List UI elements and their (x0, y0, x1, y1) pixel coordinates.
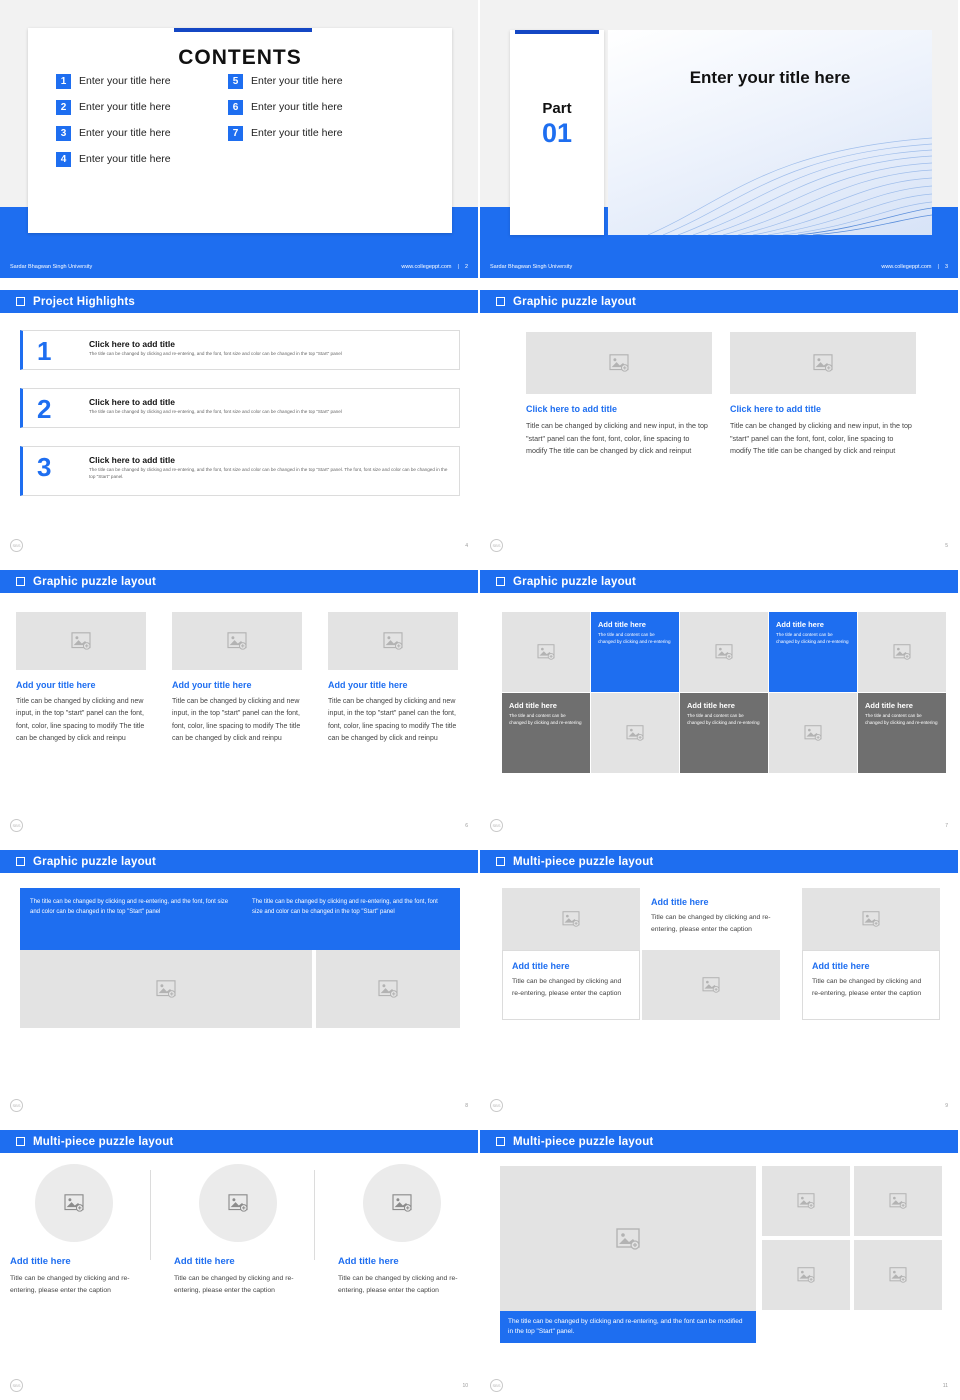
item-label: Enter your title here (251, 127, 343, 139)
divider (314, 1170, 315, 1260)
footer-divider: | (457, 264, 459, 270)
page-number: 9 (945, 1103, 948, 1109)
slide-multi-piece-circles (0, 1120, 480, 1400)
slide-footer (0, 256, 478, 278)
section-title: Enter your title here (689, 68, 851, 87)
image-placeholder[interactable] (802, 888, 940, 950)
slide-header (0, 290, 478, 313)
cell-title: Add title here (776, 620, 824, 629)
header-title: Graphic puzzle layout (513, 295, 637, 308)
image-placeholder[interactable] (762, 1240, 850, 1310)
box-title: Add title here (651, 897, 709, 907)
list-item[interactable] (56, 72, 214, 90)
item-number: 4 (56, 152, 71, 167)
header-title: Multi-piece puzzle layout (513, 855, 654, 868)
block-title: Add your title here (328, 680, 408, 690)
image-placeholder-icon (537, 644, 555, 660)
slide-contents (0, 0, 480, 280)
column-title: Add title here (338, 1256, 399, 1267)
page-number: 5 (945, 543, 948, 549)
contents-title: CONTENTS (178, 46, 302, 69)
block-title: Click here to add title (526, 404, 618, 414)
image-placeholder-icon (893, 644, 911, 660)
panel-text: The title can be changed by clicking and re-entering, and the font, font size and color can be changed in the top "Start" panel (30, 899, 229, 915)
block-title: Add your title here (172, 680, 252, 690)
column-description: Title can be changed by clicking and re-entering, please enter the caption (338, 1275, 458, 1294)
list-item[interactable] (56, 124, 214, 142)
square-bullet-icon (496, 297, 505, 306)
university-logo-icon: SBS (10, 1379, 23, 1392)
footer-divider: | (937, 264, 939, 270)
footer-url: www.collegeppt.com (881, 264, 932, 270)
row-title: Click here to add title (89, 455, 175, 465)
square-bullet-icon (496, 577, 505, 586)
slide-graphic-puzzle-band (0, 840, 480, 1120)
text-box[interactable] (502, 950, 640, 1020)
column-title: Add title here (10, 1256, 71, 1267)
slide-graphic-puzzle-mosaic (480, 560, 960, 840)
header-title: Graphic puzzle layout (33, 855, 157, 868)
row-title: Click here to add title (89, 397, 175, 407)
caption-bar[interactable] (500, 1311, 756, 1343)
row-number: 3 (37, 452, 52, 482)
image-placeholder[interactable] (172, 612, 302, 670)
image-placeholder-icon (616, 1228, 640, 1250)
header-title: Multi-piece puzzle layout (513, 1135, 654, 1148)
list-item[interactable] (228, 124, 386, 142)
row-description: The title can be changed by clicking and re-entering, and the font, font size and color can be changed in the top "Start" panel (89, 409, 342, 414)
row-number: 2 (37, 394, 52, 424)
slide-header (0, 1130, 478, 1153)
image-placeholder[interactable] (502, 612, 590, 692)
part-label: Part (542, 100, 572, 117)
item-label: Enter your title here (251, 101, 343, 113)
header-title: Graphic puzzle layout (513, 575, 637, 588)
slide-header (480, 570, 958, 593)
image-placeholder-icon (71, 632, 91, 650)
text-panel[interactable] (20, 888, 242, 950)
image-placeholder[interactable] (854, 1240, 942, 1310)
square-bullet-icon (16, 1137, 25, 1146)
image-placeholder-icon (702, 977, 720, 993)
footer-right (881, 264, 948, 270)
slide-header (480, 1130, 958, 1153)
accent-bar (174, 28, 312, 32)
page-number: 8 (465, 1103, 468, 1109)
row-description: The title can be changed by clicking and re-entering, and the font, font size and color can be changed in the top "Start" panel (89, 351, 342, 356)
image-placeholder-icon (862, 911, 880, 927)
item-number: 3 (56, 126, 71, 141)
square-bullet-icon (496, 1137, 505, 1146)
cell-title: Add title here (865, 701, 913, 710)
image-placeholder-icon (383, 632, 403, 650)
footer-institution: Sardar Bhagwan Singh University (10, 264, 93, 270)
caption-text: The title can be changed by clicking and re-entering, and the font can be modified in the top "Start" panel. (508, 1318, 743, 1336)
column-description: Title can be changed by clicking and re-entering, please enter the caption (10, 1275, 130, 1294)
page-number: 3 (944, 264, 948, 270)
mosaic-text-cell[interactable] (591, 612, 679, 692)
image-placeholder[interactable] (642, 950, 780, 1020)
image-placeholder[interactable] (858, 612, 946, 692)
footer-url: www.collegeppt.com (401, 264, 452, 270)
section-banner-image (608, 30, 932, 235)
item-label: Enter your title here (251, 75, 343, 87)
image-placeholder[interactable] (502, 888, 640, 950)
image-placeholder-icon (228, 1194, 248, 1212)
cell-description: The title and content can be changed by clicking and re-entering (776, 632, 849, 645)
image-placeholder-icon (392, 1194, 412, 1212)
text-panel[interactable] (242, 888, 460, 950)
slide-header (480, 850, 958, 873)
column-title: Add title here (174, 1256, 235, 1267)
list-item[interactable] (228, 98, 386, 116)
image-placeholder[interactable] (854, 1166, 942, 1236)
slide-graphic-puzzle-two (480, 280, 960, 560)
block-description: Title can be changed by clicking and new input, in the top "start" panel can the font, font, color, line spacing to modify The title can be changed by click and reinpu (328, 698, 457, 742)
image-placeholder[interactable] (680, 612, 768, 692)
mosaic-text-cell[interactable] (680, 693, 768, 773)
box-title: Add title here (512, 961, 570, 971)
panel-text: The title can be changed by clicking and re-entering, and the font, font size and color can be changed in the top "Start" panel (252, 899, 438, 915)
image-placeholder-icon (797, 1193, 815, 1209)
slide-section-divider (480, 0, 960, 280)
item-number: 5 (228, 74, 243, 89)
box-description: Title can be changed by clicking and re-entering, please enter the caption (512, 978, 622, 997)
slide-project-highlights (0, 280, 480, 560)
mosaic-text-cell[interactable] (502, 693, 590, 773)
cell-description: The title and content can be changed by clicking and re-entering (598, 632, 671, 645)
highlight-row[interactable] (20, 330, 460, 370)
slide-graphic-puzzle-three (0, 560, 480, 840)
image-placeholder[interactable] (363, 1164, 441, 1242)
cell-title: Add title here (509, 701, 557, 710)
image-placeholder[interactable] (591, 693, 679, 773)
page-number: 10 (462, 1383, 468, 1389)
image-placeholder[interactable] (316, 950, 460, 1028)
item-label: Enter your title here (79, 127, 171, 139)
footer-right (401, 264, 468, 270)
header-title: Graphic puzzle layout (33, 575, 157, 588)
square-bullet-icon (496, 857, 505, 866)
image-placeholder-icon (227, 632, 247, 650)
item-number: 7 (228, 126, 243, 141)
image-placeholder[interactable] (769, 693, 857, 773)
page-number: 6 (465, 823, 468, 829)
image-placeholder[interactable] (762, 1166, 850, 1236)
image-placeholder-icon (797, 1267, 815, 1283)
slide-multi-piece-gallery (480, 1120, 960, 1400)
image-placeholder[interactable] (328, 612, 458, 670)
image-placeholder[interactable] (730, 332, 916, 394)
page-number: 2 (464, 264, 468, 270)
page-number: 4 (465, 543, 468, 549)
page-number: 11 (942, 1383, 948, 1389)
block-description: Title can be changed by clicking and new input, in the top "start" panel can the font, font, color, line spacing to modify The title can be changed by click and reinpu (16, 698, 145, 742)
slide-footer (480, 256, 958, 278)
section-number-card (510, 30, 604, 235)
image-placeholder-icon (813, 354, 833, 372)
image-placeholder[interactable] (20, 950, 312, 1028)
column-description: Title can be changed by clicking and re-entering, please enter the caption (174, 1275, 294, 1294)
image-placeholder-icon (609, 354, 629, 372)
block-title: Click here to add title (730, 404, 822, 414)
divider (150, 1170, 151, 1260)
image-placeholder-icon (562, 911, 580, 927)
block-description: Title can be changed by clicking and new input, in the top "start" panel can the font, font, color, line spacing to modify The title can be changed by click and reinput (526, 421, 708, 456)
university-logo-icon: SBS (490, 539, 503, 552)
cell-title: Add title here (598, 620, 646, 629)
university-logo-icon: SBS (10, 539, 23, 552)
square-bullet-icon (16, 857, 25, 866)
row-description: The title can be changed by clicking and re-entering, and the font, font size and color can be changed in the top "Start" panel. The font, font size and color can be changed in the top "Start" panel. (89, 467, 448, 479)
highlight-row[interactable] (20, 446, 460, 496)
header-title: Multi-piece puzzle layout (33, 1135, 174, 1148)
list-item[interactable] (56, 98, 214, 116)
item-label: Enter your title here (79, 75, 171, 87)
image-placeholder[interactable] (500, 1166, 756, 1311)
item-label: Enter your title here (79, 101, 171, 113)
cell-title: Add title here (687, 701, 735, 710)
list-item[interactable] (56, 150, 214, 168)
image-placeholder[interactable] (16, 612, 146, 670)
wave-decoration-icon (608, 30, 932, 235)
circle-column (338, 1164, 466, 1297)
slide-header (0, 850, 478, 873)
mosaic-text-cell[interactable] (858, 693, 946, 773)
university-logo-icon: SBS (490, 1099, 503, 1112)
image-placeholder-icon (378, 980, 398, 998)
slide-multi-piece-puzzle (480, 840, 960, 1120)
university-logo-icon: SBS (490, 1379, 503, 1392)
image-placeholder-icon (804, 725, 822, 741)
cell-description: The title and content can be changed by clicking and re-entering (865, 713, 938, 726)
row-number: 1 (37, 336, 52, 366)
slide-header (0, 570, 478, 593)
item-number: 6 (228, 100, 243, 115)
image-placeholder[interactable] (35, 1164, 113, 1242)
cell-description: The title and content can be changed by clicking and re-entering (509, 713, 582, 726)
box-title: Add title here (812, 961, 870, 971)
university-logo-icon: SBS (10, 1099, 23, 1112)
image-placeholder-icon (64, 1194, 84, 1212)
block-description: Title can be changed by clicking and new input, in the top "start" panel can the font, font, color, line spacing to modify The title can be changed by click and reinput (730, 421, 912, 456)
highlight-row[interactable] (20, 388, 460, 428)
item-label: Enter your title here (79, 153, 171, 165)
circle-column (10, 1164, 138, 1297)
image-placeholder-icon (889, 1193, 907, 1209)
circle-column (174, 1164, 302, 1297)
block-description: Title can be changed by clicking and new input, in the top "start" panel can the font, font, color, line spacing to modify The title can be changed by click and reinpu (172, 698, 301, 742)
image-placeholder-icon (626, 725, 644, 741)
university-logo-icon: SBS (10, 819, 23, 832)
image-placeholder-icon (715, 644, 733, 660)
image-placeholder[interactable] (526, 332, 712, 394)
header-title: Project Highlights (33, 295, 135, 308)
contents-list (56, 72, 386, 168)
box-description: Title can be changed by clicking and re-entering, please enter the caption (812, 978, 922, 997)
square-bullet-icon (16, 577, 25, 586)
accent-bar (515, 30, 599, 34)
cell-description: The title and content can be changed by clicking and re-entering (687, 713, 760, 726)
image-placeholder-icon (156, 980, 176, 998)
university-logo-icon: SBS (490, 819, 503, 832)
item-number: 2 (56, 100, 71, 115)
page-number: 7 (945, 823, 948, 829)
item-number: 1 (56, 74, 71, 89)
list-item[interactable] (228, 72, 386, 90)
image-placeholder-icon (889, 1267, 907, 1283)
box-description: Title can be changed by clicking and re-entering, please enter the caption (651, 914, 771, 933)
text-box[interactable] (642, 888, 780, 950)
block-title: Add your title here (16, 680, 96, 690)
text-box[interactable] (802, 950, 940, 1020)
square-bullet-icon (16, 297, 25, 306)
image-placeholder[interactable] (199, 1164, 277, 1242)
slide-header (480, 290, 958, 313)
row-title: Click here to add title (89, 339, 175, 349)
part-number: 01 (541, 118, 573, 148)
footer-institution: Sardar Bhagwan Singh University (490, 264, 573, 270)
mosaic-text-cell[interactable] (769, 612, 857, 692)
